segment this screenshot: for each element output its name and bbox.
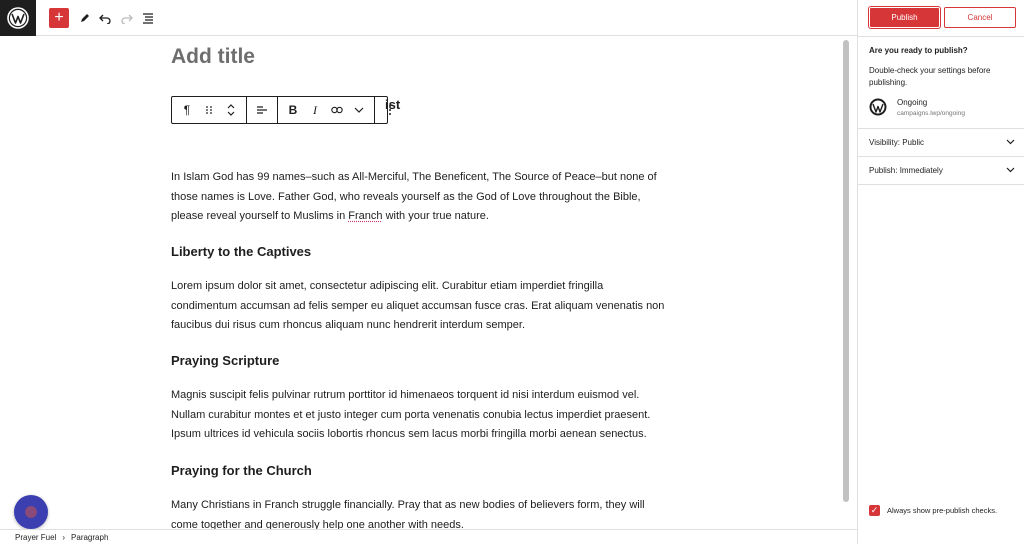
breadcrumb-item[interactable]: Prayer Fuel (15, 532, 57, 542)
drag-handle-icon[interactable] (198, 97, 220, 123)
italic-button[interactable]: I (313, 102, 317, 117)
pencil-icon (79, 12, 91, 24)
edit-tool-button[interactable] (77, 8, 93, 28)
chevron-down-icon[interactable] (348, 97, 370, 123)
block-toolbar (171, 96, 388, 124)
site-name: Ongoing (897, 98, 928, 107)
always-show-label: Always show pre-publish checks. (887, 506, 998, 515)
always-show-checks[interactable] (869, 505, 997, 516)
editor-header (0, 0, 857, 36)
assistant-button[interactable] (14, 495, 48, 529)
cancel-button[interactable]: Cancel (944, 7, 1016, 28)
heading-block-partial[interactable]: ist (385, 97, 401, 112)
scrollbar-thumb[interactable] (843, 40, 849, 502)
divider (858, 128, 1024, 129)
undo-icon (99, 12, 111, 24)
breadcrumb-item[interactable]: Paragraph (71, 532, 109, 542)
publish-button[interactable]: Publish (869, 7, 940, 28)
divider (858, 184, 1024, 185)
paragraph-block[interactable]: Many Christians in Franch struggle financially. Pray that as new bodies of believers form, they will come together and generously help one another with needs. (171, 499, 645, 529)
chevron-down-icon (1006, 167, 1015, 173)
block-type-group (172, 97, 247, 123)
bold-button[interactable]: B (288, 103, 298, 117)
document-overview-button[interactable] (140, 8, 156, 28)
move-up-down-icon[interactable] (220, 97, 242, 123)
link-icon[interactable] (326, 97, 348, 123)
checkbox-checked-icon[interactable]: ✓ (870, 505, 879, 515)
divider (858, 36, 1024, 37)
publish-date-row[interactable] (869, 163, 1015, 177)
panel-description: Double-check your settings before publishing. (869, 66, 991, 87)
list-view-icon (142, 12, 154, 24)
paragraph-block[interactable]: In Islam God has 99 names–such as All-Merciful, The Beneficent, The Source of Peace–but none of those names is Love. Father God, who reveals yourself as the God of Love throughout the Bible, please reveal yourself to Muslims in Franch with your true nature. (171, 171, 657, 222)
paragraph-icon[interactable]: ¶ (183, 103, 191, 117)
heading-block[interactable]: Praying for the Church (171, 463, 312, 478)
assistant-icon (25, 506, 37, 518)
chevron-down-icon (1006, 139, 1015, 145)
align-left-icon[interactable] (251, 97, 273, 123)
plus-icon: + (54, 9, 64, 26)
heading-block[interactable]: Praying Scripture (171, 353, 280, 368)
wordpress-logo-icon[interactable] (0, 0, 36, 36)
paragraph-block[interactable]: Magnis suscipit felis pulvinar rutrum porttitor id himenaeos torquent id nisi interdum euismod vel. Nullam curabitur montes et et justo integer cum porta venenatis conubia lectus imperdiet praesent. Ipsum ultrices id vehicula sociis lobortis rhoncus sem lacus morbi fringilla morbi aenean senectus. (171, 389, 651, 440)
align-group (247, 97, 278, 123)
redo-button[interactable] (119, 8, 135, 28)
heading-block[interactable]: Liberty to the Captives (171, 244, 312, 259)
redo-icon (121, 12, 133, 24)
post-title-input[interactable]: Add title (171, 45, 255, 68)
visibility-row[interactable] (869, 135, 1015, 149)
breadcrumb (0, 529, 857, 544)
misspelled-word: Franch (348, 210, 383, 222)
wordpress-site-icon (869, 98, 887, 116)
add-block-button[interactable] (49, 8, 69, 28)
site-url: campaigns.lwp/ongoing (897, 110, 965, 117)
chevron-right-icon: › (62, 532, 66, 542)
paragraph-block[interactable]: Lorem ipsum dolor sit amet, consectetur adipiscing elit. Curabitur etiam imperdiet fringilla condimentum accumsan ad felis semper eu aliquet accumsan fusce cras. Erat aliquam venenatis non faucibus dui risus cum rhoncus aliquam nunc hendrerit interdum semper. (171, 280, 665, 331)
pre-publish-panel (857, 0, 1024, 544)
undo-button[interactable] (97, 8, 113, 28)
format-group (278, 97, 375, 123)
publish-date-label: Publish: Immediately (869, 165, 943, 175)
visibility-label: Visibility: Public (869, 137, 925, 147)
panel-heading: Are you ready to publish? (869, 46, 968, 55)
divider (858, 156, 1024, 157)
